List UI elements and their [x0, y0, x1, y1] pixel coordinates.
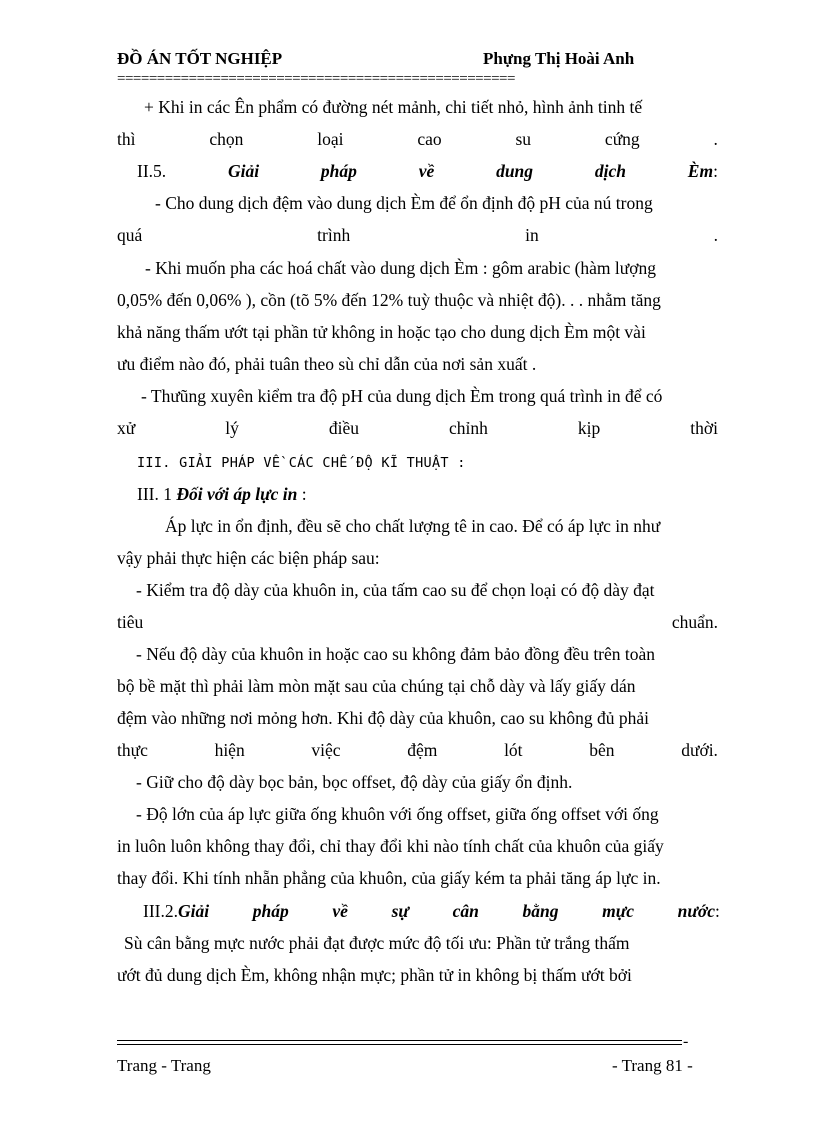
body-line-10: - Thưũng xuyên kiểm tra độ pH của dung dịch Èm trong quá trình in để có	[141, 386, 663, 406]
body-line-6: - Khi muốn pha các hoá chất vào dung dịch Èm : gôm arabic (hàm lượng	[145, 258, 657, 278]
word: bên	[589, 740, 615, 760]
body-line-20: đệm vào những nơi mỏng hơn. Khi độ dày của khuôn, cao su không đủ phải	[117, 708, 650, 728]
body-line-9: ưu điểm nào đó, phải tuân theo sù chỉ dẫn của nơi sản xuất .	[117, 354, 537, 374]
section-heading-III2	[143, 900, 720, 922]
footer-dash: -	[683, 1033, 689, 1050]
body-line-17	[117, 611, 718, 633]
word: lót	[504, 740, 523, 760]
word: quá	[117, 225, 143, 245]
body-line-27: Sù cân bằng mực nước phải đạt được mức độ tối ưu: Phần tử trắng thấm	[124, 933, 630, 953]
body-line-18: - Nếu độ dày của khuôn in hoặc cao su không đảm bảo đồng đều trên toàn	[136, 644, 656, 664]
heading-word: Èm	[687, 161, 714, 181]
section-number: II.5.	[137, 161, 167, 181]
heading-word: dung	[496, 161, 534, 181]
word: thực	[117, 740, 148, 760]
heading-word: Giải	[177, 901, 210, 921]
word: việc	[311, 740, 341, 760]
body-line-4: - Cho dung dịch đệm vào dung dịch Èm để ổn định độ pH của nú trong	[155, 193, 653, 213]
heading-colon: :	[297, 484, 307, 504]
heading-word: mực	[602, 901, 634, 921]
heading-colon: :	[713, 161, 718, 181]
word: chỉnh	[448, 418, 488, 438]
section-heading-II5	[137, 160, 718, 182]
body-line-1: + Khi in các Ên phẩm có đường nét mảnh, chi tiết nhỏ, hình ảnh tinh tế	[144, 97, 643, 117]
word: trình	[317, 225, 351, 245]
body-line-19: bộ bề mặt thì phải làm mòn mặt sau của chúng tại chỗ dày và lấy giấy dán	[117, 676, 636, 696]
word: loại	[317, 129, 344, 149]
body-line-5	[117, 224, 718, 246]
word: .	[713, 225, 718, 245]
heading-word: dịch	[594, 161, 626, 181]
word: thì	[117, 129, 136, 149]
body-line-23: - Độ lớn của áp lực giữa ống khuôn với ống offset, giữa ống offset với ống	[136, 804, 659, 824]
heading-word: sự	[391, 901, 409, 921]
body-line-7: 0,05% đến 0,06% ), cồn (tõ 5% đến 12% tuỳ thuộc và nhiệt độ). . . nhằm tăng	[117, 290, 661, 310]
heading-word: về	[332, 901, 348, 921]
body-line-21	[117, 739, 718, 761]
header-author: Phựng Thị Hoài Anh	[483, 49, 635, 68]
body-line-28: ướt đủ dung dịch Èm, không nhận mực; phần tử in không bị thấm ướt bởi	[117, 965, 632, 985]
heading-text: Đối với áp lực in	[176, 484, 298, 504]
word: tiêu	[117, 612, 144, 632]
body-line-22: - Giữ cho độ dày bọc bản, bọc offset, độ dày của giấy ổn định.	[136, 772, 573, 792]
section-number: III.2.	[143, 901, 178, 921]
word: đệm	[407, 740, 438, 760]
body-line-14: Áp lực in ổn định, đều sẽ cho chất lượng tê in cao. Để có áp lực in như	[165, 516, 661, 536]
word: in	[525, 225, 539, 245]
heading-word: bằng	[522, 901, 559, 921]
word: cứng	[604, 129, 640, 149]
heading-colon: :	[715, 901, 720, 921]
header-title: ĐỒ ÁN TỐT NGHIỆP	[117, 49, 283, 68]
section-heading-III1	[137, 483, 738, 505]
word: chuẩn.	[671, 612, 718, 632]
body-line-8: khả năng thấm ướt tại phần tử không in hoặc tạo cho dung dịch Èm một vài	[117, 322, 646, 342]
word: hiện	[214, 740, 245, 760]
body-line-2	[117, 128, 718, 150]
word: dưới.	[681, 740, 718, 760]
word: .	[713, 129, 718, 149]
section-number: III. 1	[137, 484, 177, 504]
word: chọn	[209, 129, 244, 149]
heading-word: pháp	[252, 901, 289, 921]
footer-page-number: - Trang 81 -	[612, 1056, 693, 1075]
word: xử	[117, 418, 136, 438]
header-rule: ==================================================	[117, 71, 515, 87]
body-line-25: thay đổi. Khi tính nhẵn phẳng của khuôn, của giấy kém ta phải tăng áp lực in.	[117, 868, 661, 888]
word: lý	[225, 418, 239, 438]
heading-word: Giải	[227, 161, 260, 181]
heading-word: nước	[677, 901, 716, 921]
body-line-16: - Kiểm tra độ dày của khuôn in, của tấm cao su để chọn loại có độ dày đạt	[136, 580, 655, 600]
section-heading-III: III. GIẢI PHÁP VỀ CÁC CHẾ ĐỘ KĨ THUẬT :	[137, 455, 466, 471]
word: điều	[328, 418, 359, 438]
heading-word: pháp	[320, 161, 357, 181]
word: kịp	[577, 418, 601, 438]
body-line-11	[117, 417, 718, 439]
footer-rule-top	[117, 1040, 682, 1041]
word: su	[515, 129, 532, 149]
word: cao	[417, 129, 442, 149]
footer-left: Trang - Trang	[117, 1056, 211, 1075]
heading-word: về	[418, 161, 435, 181]
footer-rule-bottom	[117, 1044, 682, 1045]
body-line-15: vậy phải thực hiện các biện pháp sau:	[117, 548, 380, 568]
body-line-24: in luôn luôn không thay đổi, chỉ thay đổi khi nào tính chất của khuôn của giấy	[117, 836, 664, 856]
heading-word: cân	[452, 901, 479, 921]
word: thời	[690, 418, 718, 438]
